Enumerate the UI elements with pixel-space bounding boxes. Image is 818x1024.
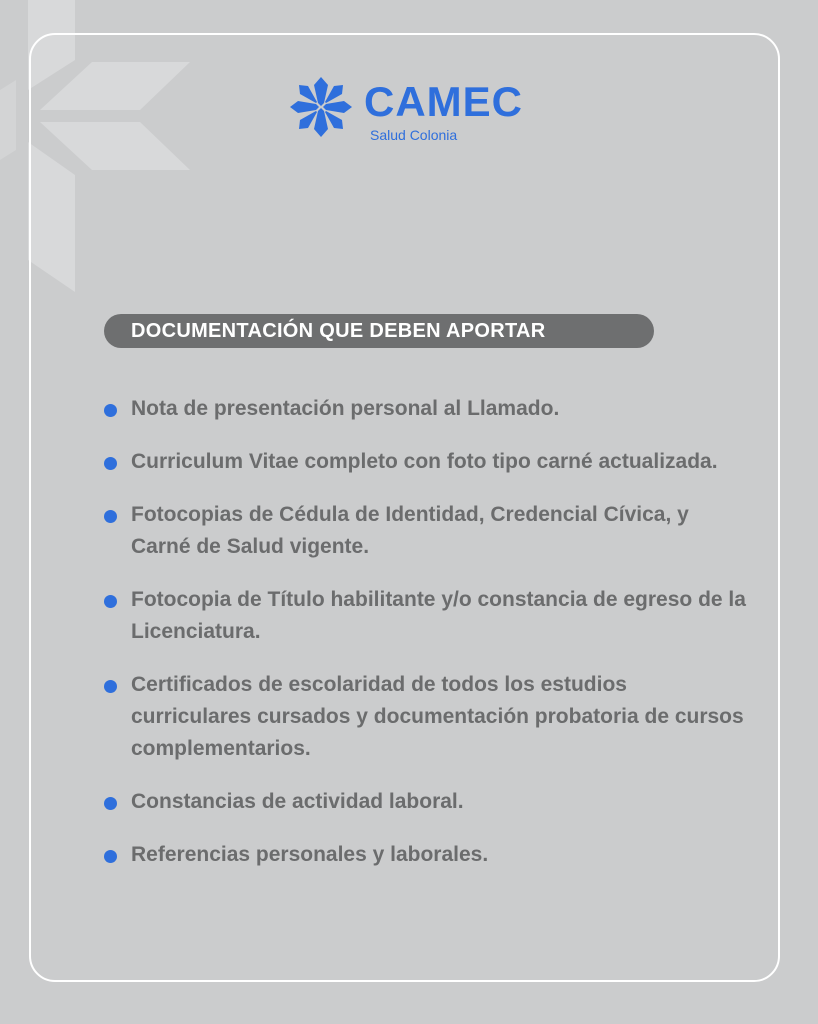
bullet-icon (104, 510, 117, 523)
bullet-icon (104, 595, 117, 608)
list-item-text: Fotocopias de Cédula de Identidad, Credencial Cívica, y Carné de Salud vigente. (131, 503, 689, 558)
bullet-icon (104, 404, 117, 417)
bullet-icon (104, 850, 117, 863)
list-item-text: Fotocopia de Título habilitante y/o constancia de egreso de la Licenciatura. (131, 588, 746, 643)
list-item (102, 786, 752, 818)
camec-logo (288, 73, 538, 143)
list-item (102, 839, 752, 871)
list-item (102, 499, 752, 563)
brand-subtitle: Salud Colonia (370, 127, 458, 143)
list-item (102, 669, 752, 765)
list-item (102, 584, 752, 648)
snowflake-logo-icon (288, 73, 354, 141)
documents-list (102, 393, 752, 892)
bullet-icon (104, 457, 117, 470)
list-item-text: Constancias de actividad laboral. (131, 790, 464, 813)
list-item (102, 393, 752, 425)
brand-name: CAMEC (364, 78, 523, 125)
bullet-icon (104, 680, 117, 693)
list-item (102, 446, 752, 478)
list-item-text: Referencias personales y laborales. (131, 843, 489, 866)
list-item-text: Nota de presentación personal al Llamado. (131, 397, 560, 420)
list-item-text: Curriculum Vitae completo con foto tipo carné actualizada. (131, 450, 718, 473)
bullet-icon (104, 797, 117, 810)
section-title: DOCUMENTACIÓN QUE DEBEN APORTAR (104, 314, 654, 348)
list-item-text: Certificados de escolaridad de todos los estudios curriculares cursados y documentación probatoria de cursos complementarios. (131, 673, 744, 760)
